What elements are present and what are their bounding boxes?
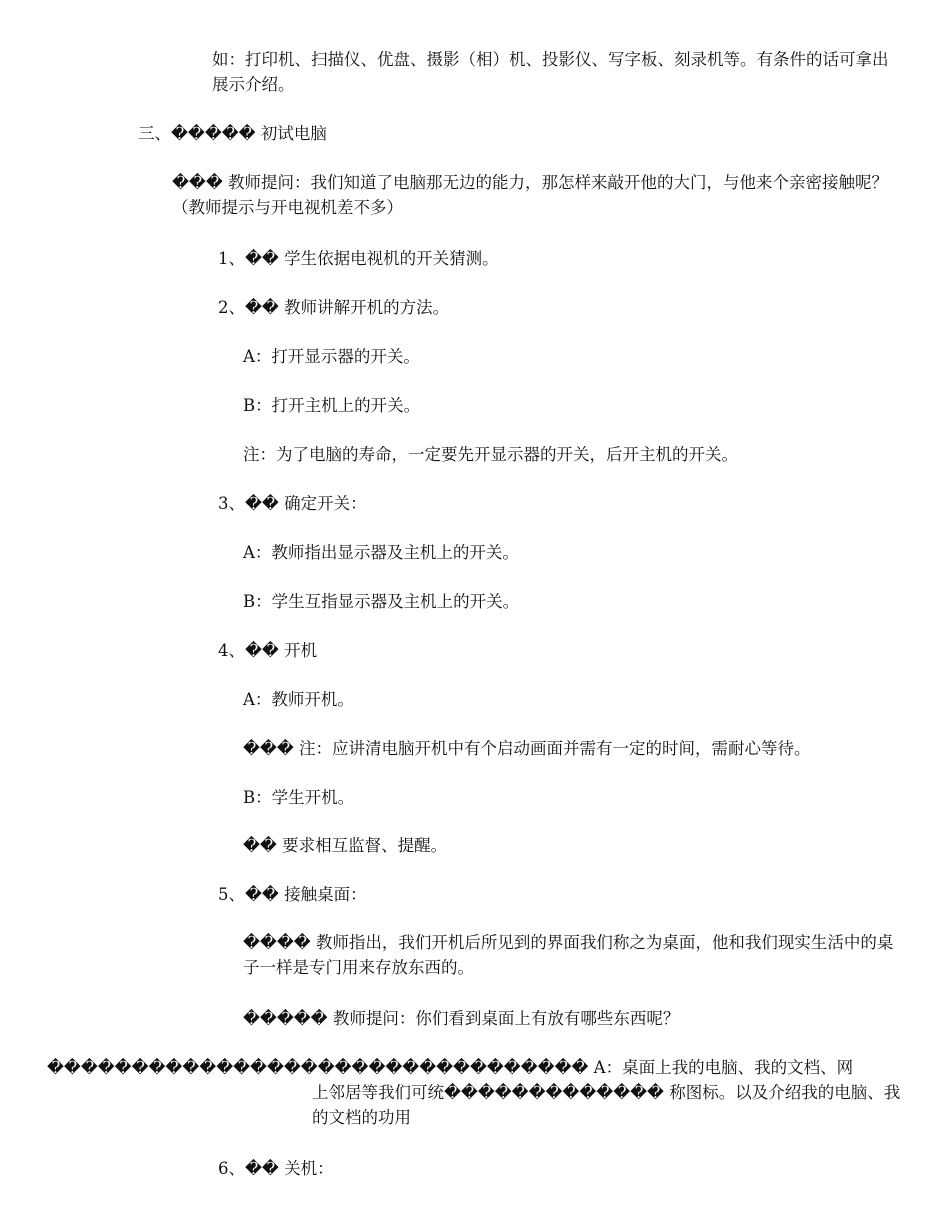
- sub-item-4a: A：教师开机。: [243, 690, 354, 709]
- paragraph-teacher-question: ��� 教师提问：我们知道了电脑那无边的能力，那怎样来敲开他的大门，与他来个亲密接触呢？（教师提示与开电视机差不多）: [172, 173, 889, 217]
- note-boot-screen: ��� 注：应讲清电脑开机中有个启动画面并需有一定的时间，需耐心等待。: [243, 739, 811, 758]
- list-item-6: 6、�� 关机：: [218, 1159, 334, 1178]
- sub-item-2a: A：打开显示器的开关。: [243, 347, 420, 366]
- list-item-1: 1、�� 学生依据电视机的开关猜测。: [218, 249, 499, 268]
- note-supervise: �� 要求相互监督、提醒。: [243, 836, 448, 855]
- section-heading-3: 三、����� 初试电脑: [138, 124, 327, 143]
- paragraph-desktop-intro: ���� 教师指出，我们开机后所见到的界面我们称之为桌面，他和我们现实生活中的桌子一样是专门用来存放东西的。: [243, 933, 894, 977]
- paragraph-desktop-answer-rest: 上邻居等我们可统������������� 称图标。以及介绍我的电脑、我的文档的功用: [312, 1083, 901, 1127]
- sub-item-3a: A：教师指出显示器及主机上的开关。: [243, 543, 519, 562]
- paragraph-desktop-answer-line1: �������������������������������� A：桌面上我的电脑、我的文档、网: [47, 1058, 854, 1077]
- sub-item-3b: B：学生互指显示器及主机上的开关。: [243, 592, 520, 611]
- list-item-5: 5、�� 接触桌面：: [218, 885, 367, 904]
- paragraph-desktop-question: ����� 教师提问：你们看到桌面上有放有哪些东西呢？: [243, 1009, 680, 1028]
- note-power-order: 注：为了电脑的寿命，一定要先开显示器的开关，后开主机的开关。: [243, 445, 738, 464]
- paragraph-examples: 如：打印机、扫描仪、优盘、摄影（相）机、投影仪、写字板、刻录机等。有条件的话可拿出展示介绍。: [212, 50, 889, 94]
- sub-item-2b: B：打开主机上的开关。: [243, 396, 421, 415]
- list-item-4: 4、�� 开机: [218, 641, 318, 660]
- sub-item-4b: B：学生开机。: [243, 788, 355, 807]
- list-item-2: 2、�� 教师讲解开机的方法。: [218, 298, 450, 317]
- list-item-3: 3、�� 确定开关：: [218, 494, 367, 513]
